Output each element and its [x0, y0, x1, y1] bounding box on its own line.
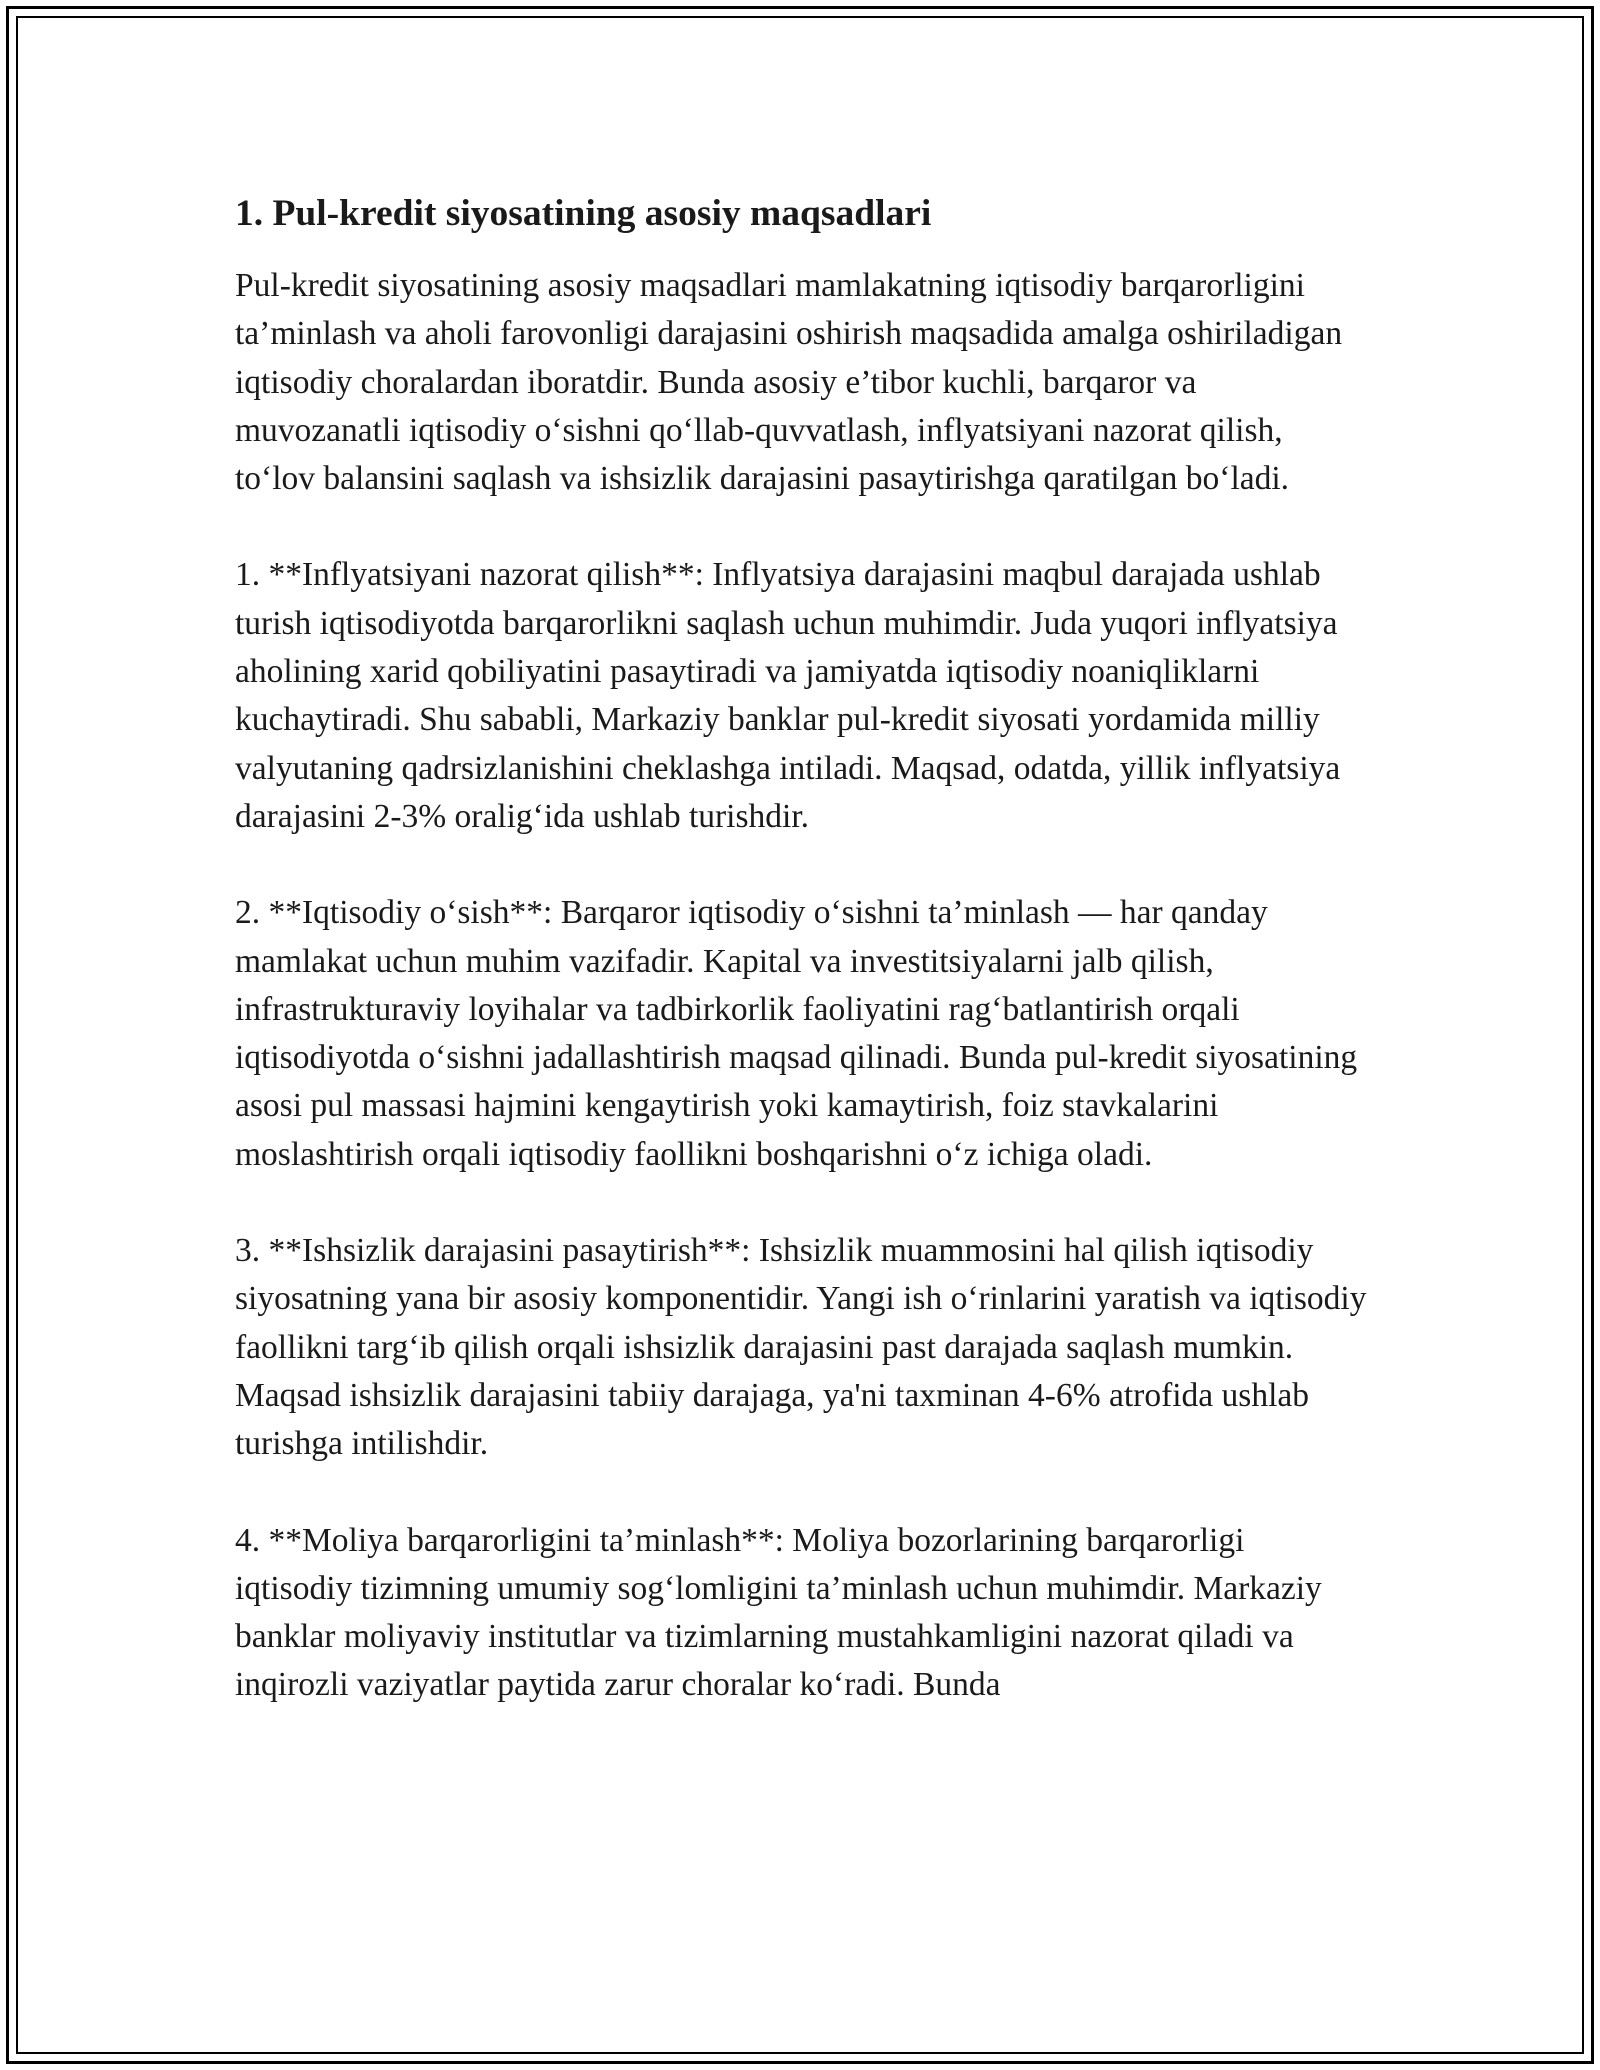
paragraph-growth: 2. **Iqtisodiy o‘sish**: Barqaror iqtisodiy o‘sishni ta’minlash — har qanday mamlakat uchun muhim vazifadir. Kapital va investitsiyalarni jalb qilish, infrastrukturaviy loyihalar va tadbirkorlik faoliyatini rag‘batlantirish orqali iqtisodiyotda o‘sishni jadallashtirish maqsad qilinadi. Bunda pul-kredit siyosatining asosi pul massasi hajmini kengaytirish yoki kamaytirish, foiz stavkalarini moslashtirish orqali iqtisodiy faollikni boshqarishni o‘z ichiga oladi. — [235, 894, 1358, 1173]
section-heading: 1. Pul-kredit siyosatining asosiy maqsadlari — [235, 193, 932, 234]
document-body — [235, 188, 1370, 1758]
intro-paragraph: Pul-kredit siyosatining asosiy maqsadlari mamlakatning iqtisodiy barqarorligini ta’minlash va aholi farovonligi darajasini oshirish maqsadida amalga oshiriladigan iqtisodiy choralardan iboratdir. Bunda asosiy e’tibor kuchli, barqaror va muvozanatli iqtisodiy o‘sishni qo‘llab-quvvatlash, inflyatsiyani nazorat qilish, to‘lov balansini saqlash va ishsizlik darajasini pasaytirishga qaratilgan bo‘ladi. — [235, 267, 1343, 498]
paragraph-inflation: 1. **Inflyatsiyani nazorat qilish**: Inflyatsiya darajasini maqbul darajada ushlab turish iqtisodiyotda barqarorlikni saqlash uchun muhimdir. Juda yuqori inflyatsiya aholining xarid qobiliyatini pasaytiradi va jamiyatda iqtisodiy noaniqliklarni kuchaytiradi. Shu sababli, Markaziy banklar pul-kredit siyosati yordamida milliy valyutaning qadrsizlanishini cheklashga intiladi. Maqsad, odatda, yillik inflyatsiya darajasini 2-3% oralig‘ida ushlab turishdir. — [235, 556, 1341, 835]
paragraph-unemployment: 3. **Ishsizlik darajasini pasaytirish**: Ishsizlik muammosini hal qilish iqtisodiy siyosatning yana bir asosiy komponentidir. Yangi ish o‘rinlarini yaratish va iqtisodiy faollikni targ‘ib qilish orqali ishsizlik darajasini past darajada saqlash mumkin. Maqsad ishsizlik darajasini tabiiy darajaga, ya'ni taxminan 4-6% atrofida ushlab turishga intilishdir. — [235, 1232, 1367, 1463]
paragraph-financial-stability: 4. **Moliya barqarorligini ta’minlash**: Moliya bozorlarining barqarorligi iqtisodiy tizimning umumiy sog‘lomligini ta’minlash uchun muhimdir. Markaziy banklar moliyaviy institutlar va tizimlarning mustahkamligini nazorat qiladi va inqirozli vaziyatlar paytida zarur choralar ko‘radi. Bunda — [235, 1521, 1322, 1704]
